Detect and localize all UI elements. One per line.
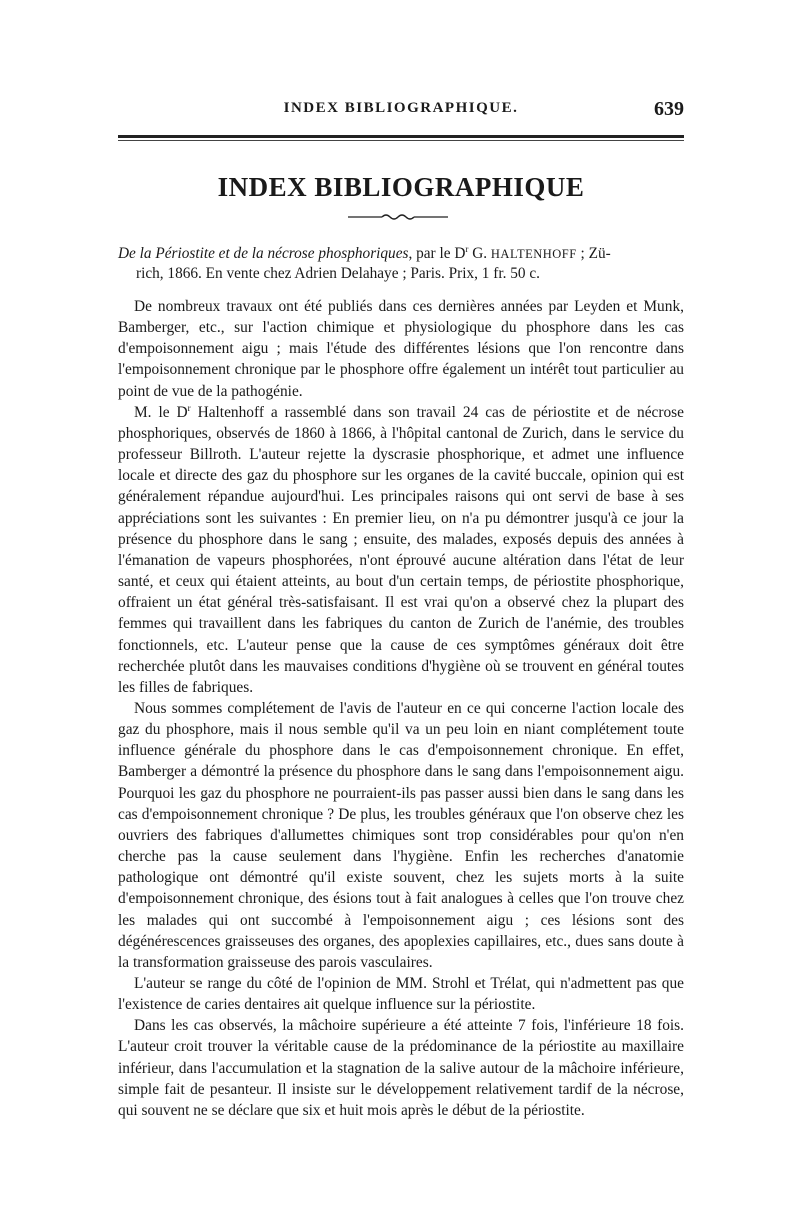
page-number: 639 xyxy=(654,98,684,120)
work-title: De la Périostite et de la nécrose phosphoriques xyxy=(118,245,409,262)
bibliographic-citation xyxy=(118,244,684,284)
author-name: HALTENHOFF xyxy=(490,247,577,261)
paragraph-4: L'auteur se range du côté de l'opinion de MM. Strohl et Trélat, qui n'admettent pas que l'existence de caries dentaires ait quelque influence sur la périostite. xyxy=(118,975,684,1014)
running-title: INDEX BIBLIOGRAPHIQUE. xyxy=(283,100,519,116)
review-body xyxy=(118,296,684,1121)
header-rule xyxy=(118,135,684,142)
citation-line-1: De la Périostite et de la nécrose phosphoriques, par le $D^r$ G. HALTENHOFF ; Zü- xyxy=(118,243,611,262)
paragraph-2: M. le $D^r$ Haltenhoff a rassemblé dans son travail 24 cas de périostite et de nécrose phosphoriques, observés de 1860 à 1866, à l'hôpital cantonal de Zurich, dans le service du professeur Billroth. L'auteur rejette la dyscrasie phosphorique, et admet une influence locale et directe des gaz du phosphore sur les organes de la cavité buccale, opinion qui est généralement répandue aujourd'hui. Les principales raisons qui ont servi de base à ses appréciations sont les suivantes : En premier lieu, on n'a pu démontrer jusqu'à ce jour la présence du phosphore dans le sang ; ensuite, des malades, exposés depuis des années à l'émanation de vapeurs phosphorées, n'ont éprouvé aucune altération dans l'état de leur santé, et ceux qui étaient atteints, au bout d'un certain temps, de périostite phosphorique, offraient un état général très-satisfaisant. Il est vrai qu'on a observé chez la plupart des femmes qui travaillent dans les fabriques du canton de Zurich de l'anémie, des troubles fonctionnels, etc. L'auteur pense que la cause de ces symptômes généraux doit être recherchée plutôt dans les mauvaises conditions d'hygiène où se trouvent en général toutes les filles de fabriques. xyxy=(118,402,684,696)
ornament-divider xyxy=(348,212,448,222)
paragraph-5: Dans les cas observés, la mâchoire supérieure a été atteinte 7 fois, l'inférieure 18 fois. L'auteur croit trouver la véritable cause de la prédominance de la périostite au maxillaire inférieur, dans l'accumulation et la stagnation de la salive autour de la mâchoire inférieure, simple fait de pesanteur. Il insiste sur le développement relativement tardif de la nécrose, qui souvent ne se déclare que six et huit mois après le début de la périostite. xyxy=(118,1017,684,1119)
paragraph-3: Nous sommes complétement de l'avis de l'auteur en ce qui concerne l'action locale des gaz du phosphore, mais il nous semble qu'il va un peu loin en niant complétement toute influence générale du phosphore dans le cas d'empoisonnement chronique. En effet, Bamberger a démontré la présence du phosphore dans le sang dans l'empoisonnement aigu. Pourquoi les gaz du phosphore ne pourraient-ils pas passer aussi bien dans le sang dans les cas d'empoisonnement chronique ? De plus, les troubles généraux que l'on observe chez les ouvriers des fabriques d'allumettes chimiques sont trop considérables pour qu'on n'en cherche pas la cause seulement dans l'hygiène. Enfin les recherches d'anatomie pathologique ont démontré qu'il existe souvent, chez les sujets morts à la suite d'empoisonnement chronique, des ésions tout à fait analogues à celles que l'on trouve chez les malades qui ont succombé à l'empoisonnement aigu ; ces lésions sont des dégénérescences graisseuses des organes, des apoplexies capillaires, etc., dues sans doute à la transformation graisseuse des parois vasculaires. xyxy=(118,699,684,971)
page-title: INDEX BIBLIOGRAPHIQUE xyxy=(217,172,585,202)
paragraph-1: De nombreux travaux ont été publiés dans ces dernières années par Leyden et Munk, Bamberger, etc., sur l'action chimique et physiologique du phosphore dans les cas d'empoisonnement aigu ; mais l'étude des différentes lésions que l'on rencontre dans l'empoisonnement chronique par le phosphore offre également un intérêt tout particulier au point de vue de la pathogénie. xyxy=(118,298,684,400)
citation-line-2: rich, 1866. En vente chez Adrien Delahaye ; Paris. Prix, 1 fr. 50 c. xyxy=(136,265,540,282)
running-head xyxy=(118,98,684,124)
